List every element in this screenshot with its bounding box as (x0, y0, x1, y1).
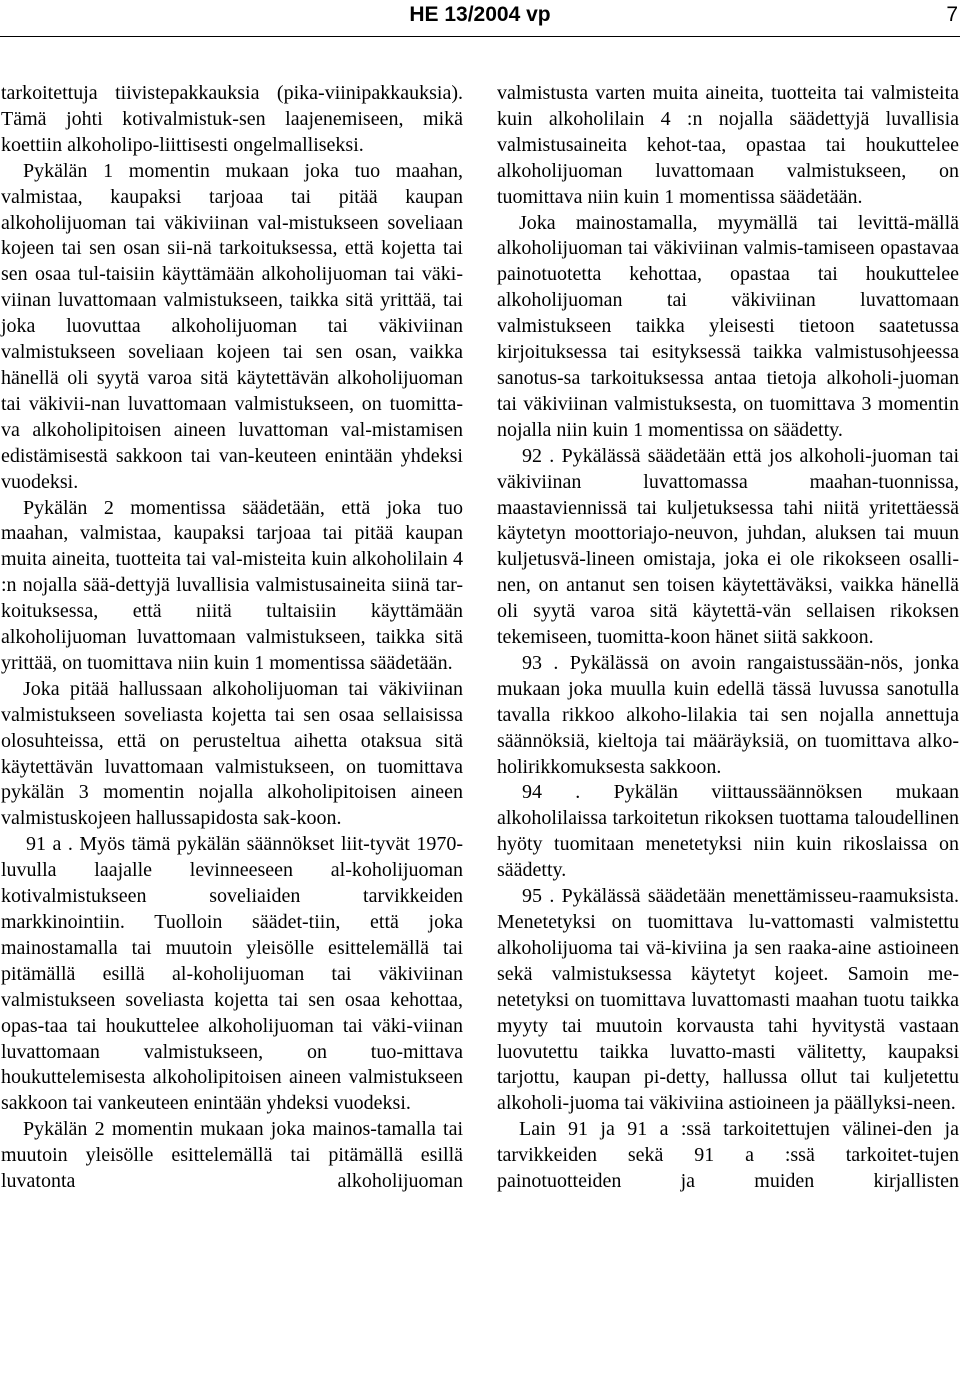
paragraph: Pykälän 2 momentin mukaan joka mainos-tamalla tai muutoin yleisölle esittelemällä tai pitämällä esillä luvatonta alkoholijuoman (1, 1118, 463, 1193)
paragraph: Pykälän 2 momentissa säädetään, että joka tuo maahan, valmistaa, kaupaksi tarjoaa tai pitää kaupan muita aineita, tuotteita tai val-misteita kuin alkoholilain 4 :n nojalla sää-dettyjä luvallisia valmistusaineita siinä tar-koituksessa, että niitä tultaisiin käyttämään alkoholijuoman luvattomaan valmistukseen, taikka sitä yrittää, on tuomittava niin kuin 1 momentissa säädetään. (1, 496, 463, 674)
paragraph: Joka mainostamalla, myymällä tai levittä-mällä alkoholijuoman tai väkiviinan valmis-tamiseen opastavaa painotuotetta kehottaa, opastaa tai houkuttelee alkoholijuoman tai väkiviinan luvattomaan valmistukseen taikka yleisesti tietoon saatetussa kirjoituksessa tai esityksessä taikka valmistusohjeessa sanotus-sa tarkoituksessa antaa tietoja alkoholi-juoman tai väkiviinan valmistuksesta, on tuomittava 3 momentin nojalla niin kuin 1 momentissa on säädetty. (497, 211, 959, 441)
paragraph: Lain 91 ja 91 a :ssä tarkoitettujen välinei-den ja tarvikkeiden sekä 91 a :ssä tarkoitet-tujen painotuotteiden ja muiden kirjallisten (497, 1118, 959, 1193)
page-header (0, 0, 960, 40)
paragraph: 91 a . Myös tämä pykälän säännökset liit-tyvät 1970-luvulla laajalle levinneeseen al-koholijuoman kotivalmistukseen soveliaiden tarvikkeiden markkinointiin. Tuolloin säädet-tiin, että joka mainostamalla tai muutoin yleisölle esittelemällä tai pitämällä esillä al-koholijuoman tai väkiviinan valmistukseen soveliasta kojetta tai sen osaa kehottaa, opas-taa tai houkuttelee alkoholijuoman tai väki-viinan luvattomaan valmistukseen, on tuo-mittava houkuttelemisesta alkoholipitoisen aineen valmistukseen sakkoon tai vankeuteen enintään yhdeksi vuodeksi. (1, 833, 463, 1115)
paragraph: 95 . Pykälässä säädetään menettämisseu-raamuksista. Menetetyksi on tuomittava lu-vattomasti valmistettu alkoholijuoma tai vä-kiviina ja sen raaka-aine astioineen sekä valmistuksessa käytetyt kojeet. Samoin me-netetyksi on tuomittava luvattomasti maahan tuotu taikka myyty tai muutoin korvausta tahi hyvitystä vastaan luovutettu taikka luvatto-masti välitetty, kaupaksi tarjottu, kaupan pi-detty, hallussa ollut tai kuljetettu alkoholi-juoma tai väkiviina astioineen ja päällyksi-neen. (497, 885, 959, 1115)
header-rule (0, 36, 960, 37)
paragraph: valmistusta varten muita aineita, tuotteita tai valmisteita kuin alkoholilain 4 :n nojalla säädettyjä luvallisia valmistusaineita kehot-taa, opastaa tai houkuttelee alkoholijuoman luvattomaan valmistukseen, on tuomittava niin kuin 1 momentissa säädetään. (497, 82, 959, 208)
paragraph: Pykälän 1 momentin mukaan joka tuo maahan, valmistaa, kaupaksi tarjoaa tai pitää kaupan alkoholijuoman tai väkiviinan val-mistukseen soveliaan kojeen tai sen osan sii-nä tarkoituksessa, että kojetta tai sen osaa tul-taisiin käyttämään alkoholijuoman tai väki-viinan luvattomaan valmistukseen, taikka sitä yrittää, tai joka luovuttaa alkoholijuoman tai väkiviinan valmistukseen soveliaan kojeen tai sen osan, vaikka hänellä oli syytä varoa sitä käytettävän alkoholijuoman tai väkivii-nan luvattomaan valmistukseen, on tuomitta-va alkoholipitoisen aineen luvattoman val-mistamisen edistämisestä sakkoon tai van-keuteen enintään yhdeksi vuodeksi. (1, 159, 463, 493)
document-id: HE 13/2004 vp (409, 3, 551, 26)
paragraph: 94 . Pykälän viittaussäännöksen mukaan alkoholilaissa tarkoitetun rikoksen tuottama taloudellinen hyöty tuomitaan menetetyksi niin kuin rikoslaissa on säädetty. (497, 781, 959, 882)
paragraph: tarkoitettuja tiivistepakkauksia (pika-viinipakkauksia). Tämä johti kotivalmistuk-sen laajenemiseen, mikä koettiin alkoholipo-liittisesti ongelmalliseksi. (1, 82, 463, 156)
paragraph: Joka pitää hallussaan alkoholijuoman tai väkiviinan valmistukseen soveliasta kojetta tai sen osaa sellaisissa olosuhteissa, että on perusteltua aihetta otaksua sitä käytettävän luvattomaan valmistukseen, on tuomittava pykälän 3 momentin nojalla alkoholipitoisen aineen valmistuskojeen hallussapidosta sak-koon. (1, 677, 463, 830)
right-column (497, 81, 959, 1195)
left-column (1, 81, 463, 1195)
paragraph: 93 . Pykälässä on avoin rangaistussään-nös, jonka mukaan joka muulla kuin edellä tässä luvussa sanotulla tavalla rikkoo alkoho-lilakia tai sen nojalla annettuja säännöksiä, kieltoja tai määräyksiä, on tuomittava alko-holirikkomuksesta sakkoon. (497, 651, 959, 778)
page-number: 7 (946, 3, 958, 26)
paragraph: 92 . Pykälässä säädetään että jos alkoholi-juoman tai väkiviinan luvattomassa maahan-tuonnissa, maastaviennissä tai kuljetuksessa tahi niitä yritettäessä käytetyn moottoriajo-neuvon, juhdan, aluksen tai muun kuljetusvä-lineen omistaja, joka ei ole rikokseen osalli-nen, on antanut sen toisen käytettäväksi, vaikka hänellä oli syytä varoa sitä käytettä-vän sellaisen rikoksen tekemiseen, tuomitta-koon hänet siitä sakkoon. (497, 444, 959, 649)
